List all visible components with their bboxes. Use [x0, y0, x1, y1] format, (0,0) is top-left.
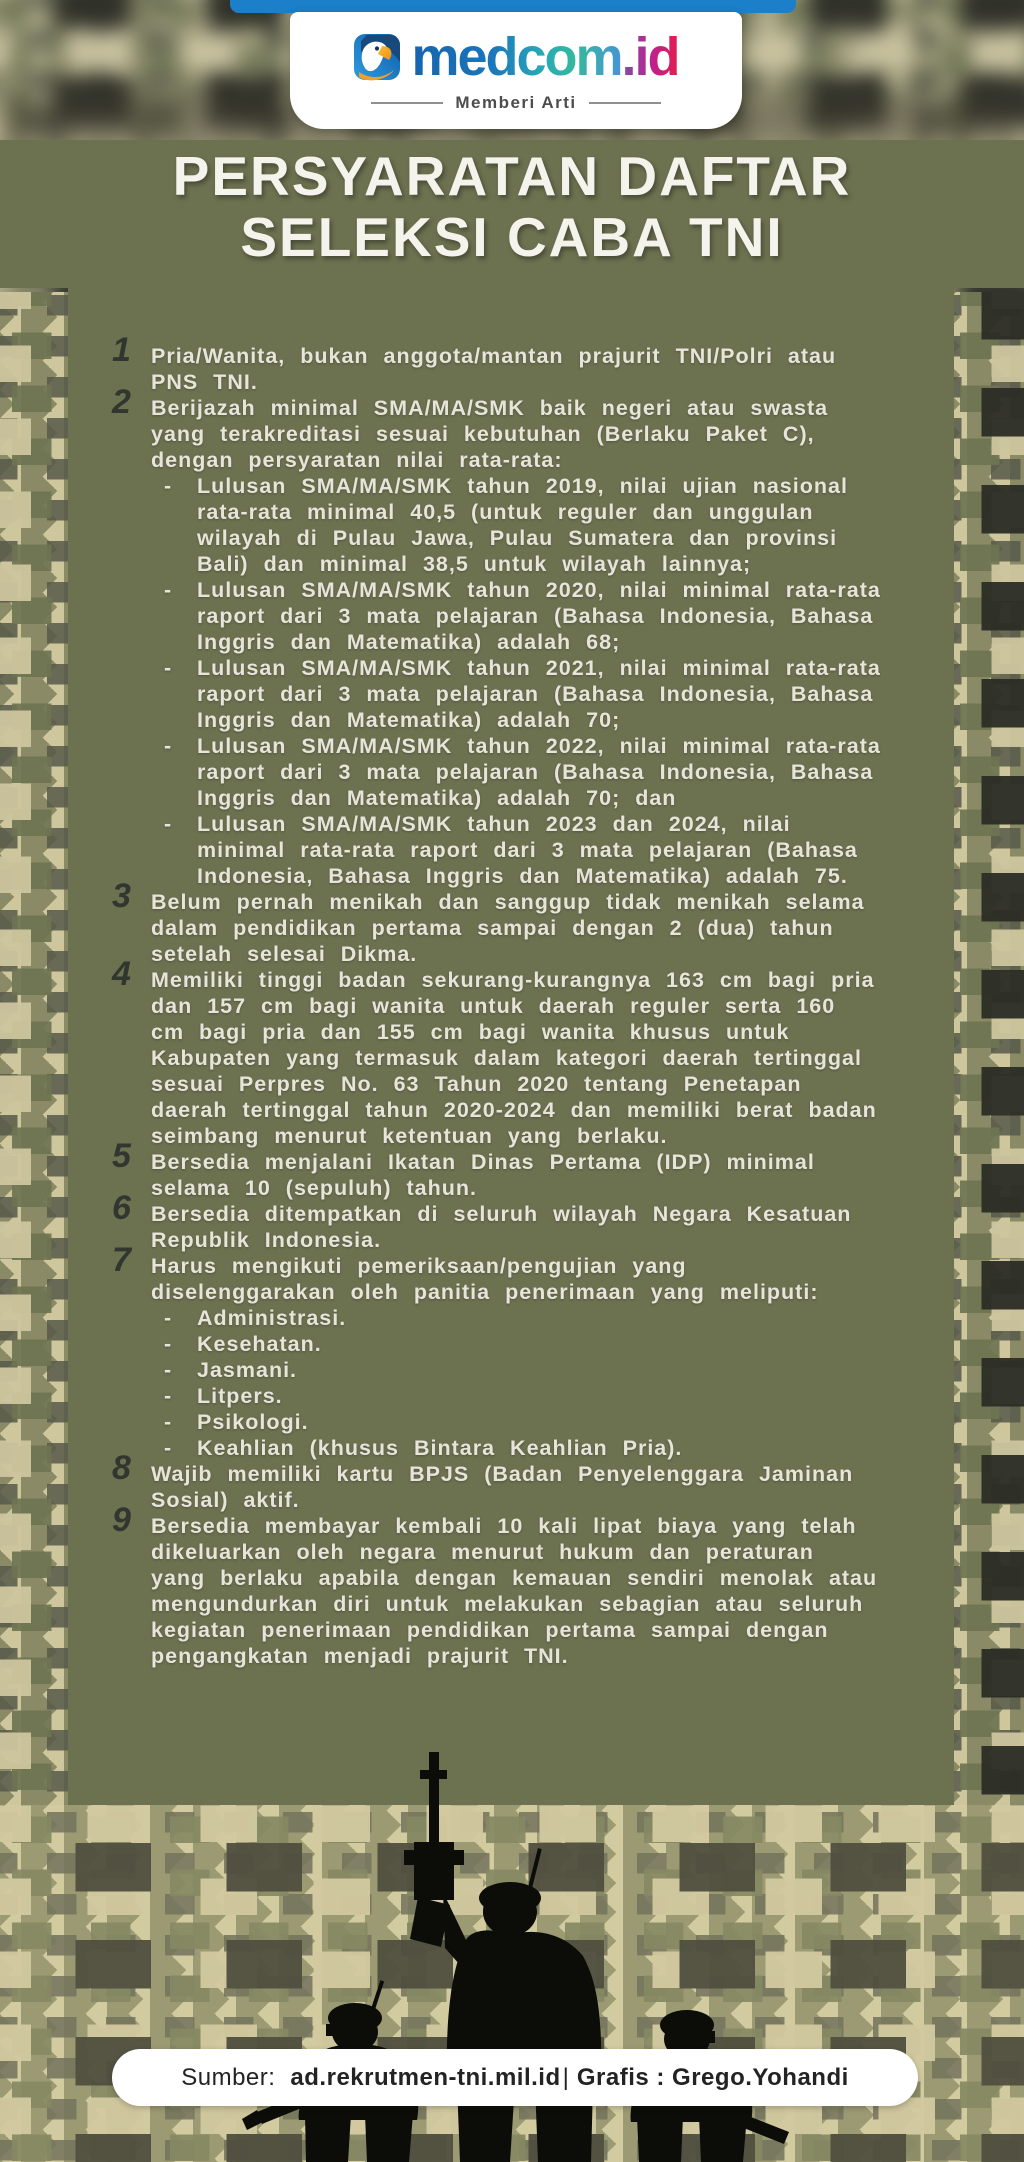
- sub-item: [151, 1383, 881, 1409]
- item-text: Harus mengikuti pemeriksaan/pengujian yang diselenggarakan oleh panitia penerimaan yang meliputi:: [151, 1254, 819, 1304]
- bullet-dash: -: [164, 1306, 173, 1330]
- item-number: 2: [112, 383, 131, 421]
- page-title-line2: SELEKSI CABA TNI: [240, 206, 784, 268]
- sub-item-text: Psikologi.: [197, 1410, 309, 1434]
- item-number: 6: [112, 1189, 131, 1227]
- sub-item-text: Litpers.: [197, 1384, 283, 1408]
- requirement-item: [112, 1137, 881, 1201]
- sub-item-text: Administrasi.: [197, 1306, 347, 1330]
- item-number: 3: [112, 877, 131, 915]
- tagline-text: Memberi Arti: [455, 93, 577, 112]
- bullet-dash: -: [164, 656, 173, 680]
- sub-list: [151, 1305, 881, 1461]
- brand-suffix: .id: [621, 27, 679, 87]
- sub-item: [151, 1435, 881, 1461]
- sub-item: [151, 811, 881, 889]
- source-label: Sumber:: [181, 2063, 276, 2091]
- bullet-dash: -: [164, 578, 173, 602]
- sub-item-text: Lulusan SMA/MA/SMK tahun 2023 dan 2024, nilai minimal rata-rata raport dari 3 mata pelajaran (Bahasa Indonesia, Bahasa Inggris dan Matematika) adalah 75.: [197, 812, 858, 888]
- tagline-rule-right: [589, 102, 661, 104]
- sub-item-text: Lulusan SMA/MA/SMK tahun 2022, nilai minimal rata-rata raport dari 3 mata pelajaran (Bahasa Indonesia, Bahasa Inggris dan Matematika) adalah 70; dan: [197, 734, 881, 810]
- sub-item-text: Kesehatan.: [197, 1332, 322, 1356]
- requirement-item: [112, 955, 881, 1149]
- item-number: 9: [112, 1501, 131, 1539]
- bullet-dash: -: [164, 1436, 173, 1460]
- bullet-dash: -: [164, 812, 173, 836]
- sub-item-text: Lulusan SMA/MA/SMK tahun 2021, nilai minimal rata-rata raport dari 3 mata pelajaran (Bahasa Indonesia, Bahasa Inggris dan Matematika) adalah 70;: [197, 656, 881, 732]
- requirement-item: [112, 877, 881, 967]
- sub-item: [151, 1357, 881, 1383]
- requirement-item: [112, 1241, 881, 1461]
- page-title-line1: PERSYARATAN DAFTAR: [172, 145, 852, 207]
- item-number: 8: [112, 1449, 131, 1487]
- item-number: 5: [112, 1137, 131, 1175]
- sub-item: [151, 1305, 881, 1331]
- page-title: [0, 146, 1024, 268]
- bullet-dash: -: [164, 1384, 173, 1408]
- requirement-item: [112, 1501, 881, 1669]
- bullet-dash: -: [164, 1358, 173, 1382]
- source-separator: |: [562, 2063, 569, 2091]
- item-number: 4: [112, 955, 131, 993]
- sub-item: [151, 733, 881, 811]
- item-text: Bersedia menjalani Ikatan Dinas Pertama (IDP) minimal selama 10 (sepuluh) tahun.: [151, 1150, 815, 1200]
- sub-item-text: Lulusan SMA/MA/SMK tahun 2020, nilai minimal rata-rata raport dari 3 mata pelajaran (Bahasa Indonesia, Bahasa Inggris dan Matematika) adalah 68;: [197, 578, 881, 654]
- sub-item-text: Lulusan SMA/MA/SMK tahun 2019, nilai ujian nasional rata-rata minimal 40,5 (untuk reguler dan unggulan wilayah di Pulau Jawa, Pulau Sumatera dan provinsi Bali) dan minimal 38,5 untuk wilayah lainnya;: [197, 474, 848, 576]
- item-text: Berijazah minimal SMA/MA/SMK baik negeri atau swasta yang terakreditasi sesuai kebutuhan (Berlaku Paket C), dengan persyaratan nilai rata-rata:: [151, 396, 829, 472]
- brand-wordmark: [411, 27, 679, 87]
- requirement-item: [112, 331, 881, 395]
- bullet-dash: -: [164, 734, 173, 758]
- logo-row: [353, 27, 679, 87]
- sub-item: [151, 473, 881, 577]
- requirement-item: [112, 383, 881, 889]
- item-text: Pria/Wanita, bukan anggota/mantan prajurit TNI/Polri atau PNS TNI.: [151, 344, 837, 394]
- item-number: 7: [112, 1241, 131, 1279]
- tagline-row: [371, 93, 660, 113]
- sub-item-text: Jasmani.: [197, 1358, 298, 1382]
- bullet-dash: -: [164, 474, 173, 498]
- item-text: Bersedia membayar kembali 10 kali lipat biaya yang telah dikeluarkan oleh negara menurut hukum dan peraturan yang berlaku apabila dengan kemauan sendiri menolak atau mengundurkan diri untuk melakukan sebagian atau seluruh kegiatan penerimaan pendidikan pertama sampai dengan pengangkatan menjadi prajurit TNI.: [151, 1514, 878, 1668]
- bullet-dash: -: [164, 1410, 173, 1434]
- medcom-logo-card: [290, 12, 742, 129]
- medcom-eagle-icon: [353, 33, 401, 81]
- requirement-item: [112, 1189, 881, 1253]
- sub-list: [151, 473, 881, 889]
- source-value: ad.rekrutmen-tni.mil.id: [290, 2063, 561, 2091]
- graphics-credit: Grafis : Grego.Yohandi: [576, 2063, 849, 2091]
- sub-item: [151, 1409, 881, 1435]
- requirements-list: [112, 331, 881, 1669]
- item-text: Belum pernah menikah dan sanggup tidak menikah selama dalam pendidikan pertama sampai dengan 2 (dua) tahun setelah selesai Dikma.: [151, 890, 865, 966]
- requirements-panel: [68, 287, 954, 1805]
- item-text: Bersedia ditempatkan di seluruh wilayah Negara Kesatuan Republik Indonesia.: [151, 1202, 852, 1252]
- source-pill: [112, 2049, 918, 2106]
- item-text: Wajib memiliki kartu BPJS (Badan Penyelenggara Jaminan Sosial) aktif.: [151, 1462, 854, 1512]
- item-number: 1: [112, 331, 131, 369]
- brand-name: medcom: [411, 27, 622, 87]
- bullet-dash: -: [164, 1332, 173, 1356]
- sub-item: [151, 577, 881, 655]
- tagline-rule-left: [371, 102, 443, 104]
- sub-item: [151, 1331, 881, 1357]
- requirement-item: [112, 1449, 881, 1513]
- sub-item: [151, 655, 881, 733]
- item-text: Memiliki tinggi badan sekurang-kurangnya 163 cm bagi pria dan 157 cm bagi wanita untuk daerah reguler serta 160 cm bagi pria dan 155 cm bagi wanita khusus untuk Kabupaten yang termasuk dalam kategori daerah tertinggal sesuai Perpres No. 63 Tahun 2020 tentang Penetapan daerah tertinggal tahun 2020-2024 dan memiliki berat badan seimbang menurut ketentuan yang berlaku.: [151, 968, 877, 1148]
- sub-item-text: Keahlian (khusus Bintara Keahlian Pria).: [197, 1436, 683, 1460]
